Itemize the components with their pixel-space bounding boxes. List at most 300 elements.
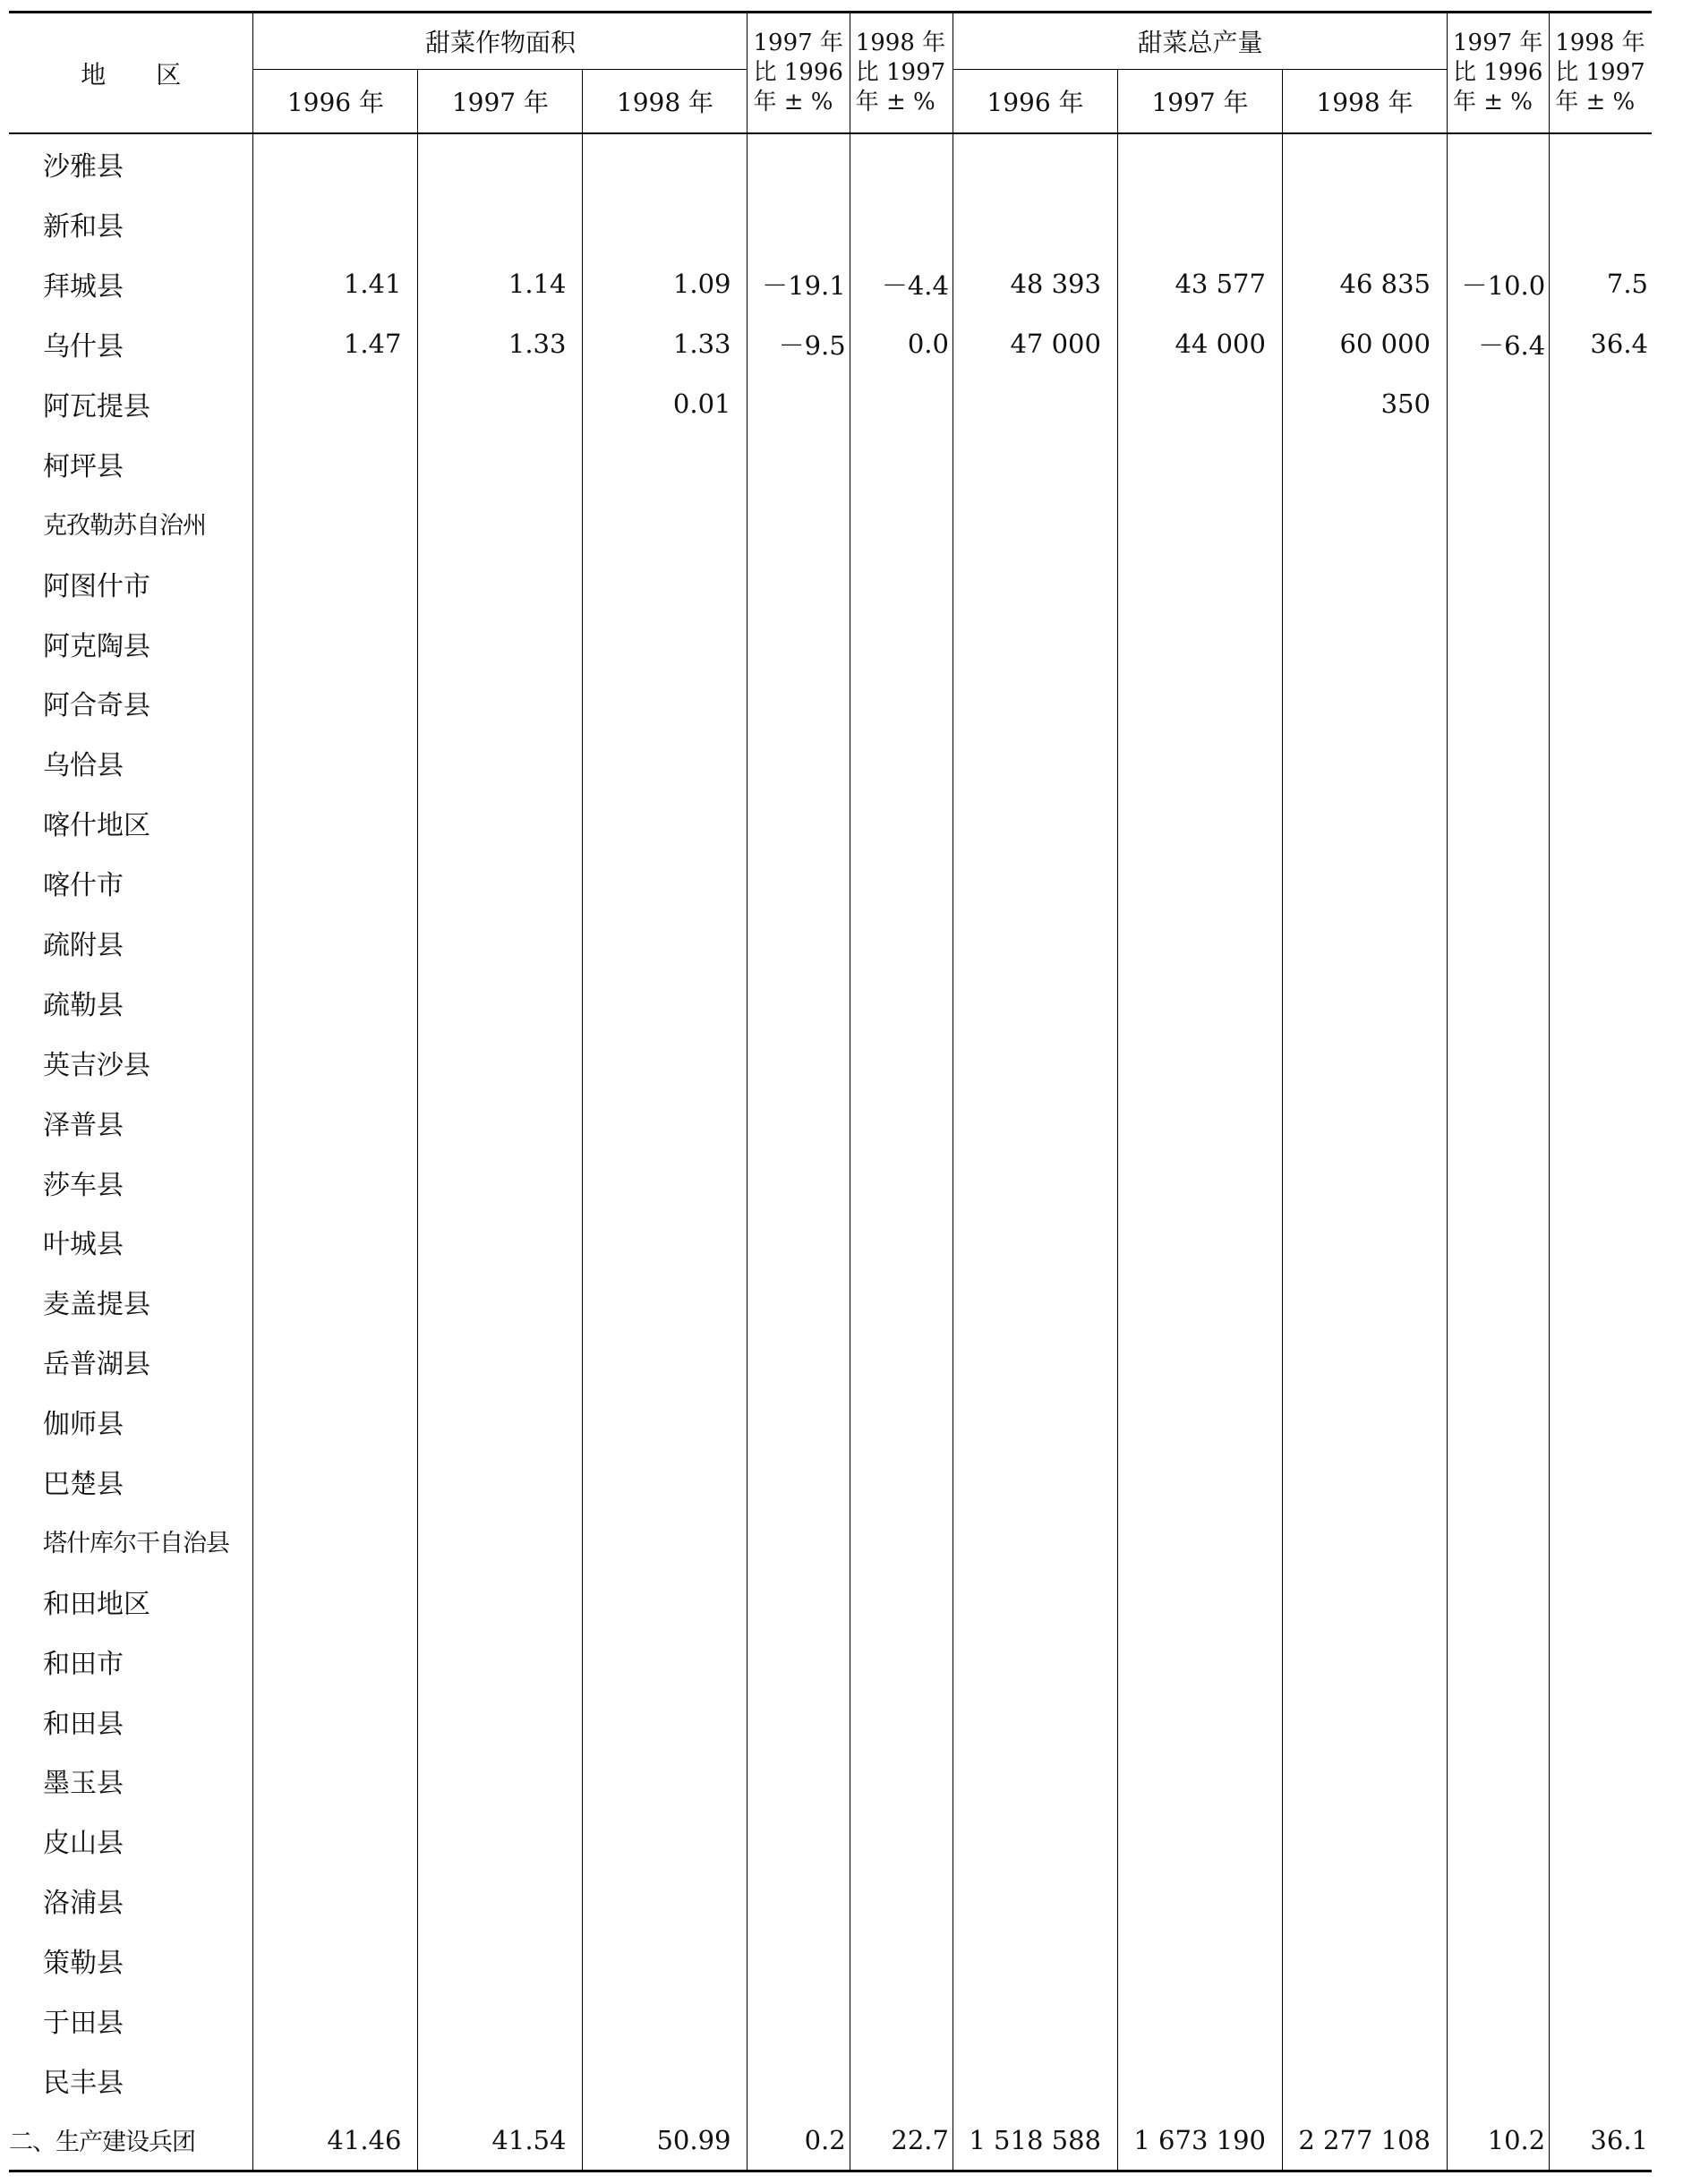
output-change-97-cell: [1447, 1811, 1549, 1871]
region-name-cell: 拜城县: [43, 271, 124, 303]
area-change-97-cell: [748, 1092, 850, 1152]
table-row: [9, 972, 1652, 1032]
table-row: [9, 1931, 1652, 1991]
output-1997-cell: [1117, 1272, 1282, 1332]
table-row: [9, 793, 1652, 853]
output-1996-cell: [953, 493, 1117, 553]
table-row: [9, 1152, 1652, 1212]
area-change-97-cell: 0.2: [748, 2110, 850, 2171]
area-1998-cell: [583, 1871, 748, 1931]
area-1998-cell: [583, 1032, 748, 1092]
output-change-97-cell: [1447, 1751, 1549, 1811]
region-name-cell: 莎车县: [43, 1169, 124, 1201]
area-change-98-cell: [850, 1991, 953, 2051]
area-change-98-cell: [850, 1152, 953, 1212]
output-1996-cell: [953, 972, 1117, 1032]
output-change-98-cell: [1550, 613, 1652, 673]
area-change-97-cell: [748, 2051, 850, 2111]
output-change-98-cell: [1550, 493, 1652, 553]
output-change-97-cell: [1447, 1871, 1549, 1931]
output-change-98-cell: [1550, 1092, 1652, 1152]
table-row: [9, 194, 1652, 254]
area-1996-cell: [253, 1392, 418, 1452]
output-1996-cell: [953, 673, 1117, 733]
area-change-98-cell: 0.0: [850, 314, 953, 374]
output-change-97-cell: [1447, 972, 1549, 1032]
table-row: [9, 1452, 1652, 1512]
area-1997-cell: [418, 673, 583, 733]
area-1996-cell: [253, 433, 418, 493]
area-1998-cell: [583, 194, 748, 254]
output-year-header: 1998 年: [1282, 70, 1447, 134]
area-1997-cell: [418, 1871, 583, 1931]
area-change-97-cell: [748, 913, 850, 973]
area-change-98-cell: [850, 1452, 953, 1512]
area-1997-cell: [418, 433, 583, 493]
output-1998-cell: [1282, 1092, 1447, 1152]
output-change-98-cell: [1550, 1871, 1652, 1931]
table-row: [9, 2110, 1652, 2171]
area-change-98-cell: [850, 1332, 953, 1392]
area-change-98-cell: [850, 1691, 953, 1751]
region-name-cell: 阿图什市: [43, 570, 150, 602]
output-1998-cell: [1282, 913, 1447, 973]
area-1998-cell: [583, 1991, 748, 2051]
output-1996-cell: [953, 1691, 1117, 1751]
output-1997-cell: [1117, 913, 1282, 973]
area-1997-cell: [418, 493, 583, 553]
table-row: [9, 1631, 1652, 1691]
area-change-97-cell: [748, 133, 850, 194]
output-change-98-cell: 7.5: [1550, 254, 1652, 314]
output-change-97-cell: [1447, 1691, 1549, 1751]
area-1996-cell: [253, 972, 418, 1032]
area-1996-cell: [253, 733, 418, 793]
region-name-cell: 伽师县: [43, 1409, 124, 1441]
output-change-98-cell: [1550, 913, 1652, 973]
output-change-97-cell: [1447, 433, 1549, 493]
output-1997-cell: [1117, 1092, 1282, 1152]
output-1996-cell: [953, 133, 1117, 194]
output-1998-cell: [1282, 1032, 1447, 1092]
table-row: [9, 314, 1652, 374]
output-change-97-cell: [1447, 613, 1549, 673]
output-change-98-cell: [1550, 1332, 1652, 1392]
area-1997-cell: [418, 1751, 583, 1811]
area-1996-cell: [253, 374, 418, 434]
area-1996-cell: [253, 1152, 418, 1212]
output-1998-cell: [1282, 853, 1447, 913]
output-1998-cell: [1282, 194, 1447, 254]
table-row: [9, 1511, 1652, 1571]
region-name-cell: 洛浦县: [43, 1888, 124, 1920]
area-1997-cell: [418, 613, 583, 673]
output-change-97-cell: 10.2: [1447, 2110, 1549, 2171]
output-change-98-cell: [1550, 1032, 1652, 1092]
output-1997-cell: [1117, 194, 1282, 254]
table-body: [9, 133, 1652, 2171]
area-1996-cell: [253, 793, 418, 853]
region-name-cell: 阿瓦提县: [43, 391, 150, 422]
region-name-cell: 疏附县: [43, 930, 124, 962]
table-row: [9, 1092, 1652, 1152]
area-1997-cell: [418, 2051, 583, 2111]
area-1998-cell: 1.33: [583, 314, 748, 374]
output-change-98-cell: [1550, 1511, 1652, 1571]
output-1996-cell: [953, 194, 1117, 254]
area-1996-cell: [253, 1691, 418, 1751]
area-change-98-cell: [850, 1871, 953, 1931]
output-change-98-cell: [1550, 194, 1652, 254]
area-1997-cell: 41.54: [418, 2110, 583, 2171]
table-row: [9, 673, 1652, 733]
region-name-cell: 麦盖提县: [43, 1289, 150, 1321]
table-row: [9, 1991, 1652, 2051]
area-change-98-cell: [850, 1272, 953, 1332]
header-line: 比 1996: [1452, 59, 1543, 86]
area-change-98-cell: [850, 1931, 953, 1991]
area-change-97-cell: [748, 1571, 850, 1631]
output-1996-cell: [953, 1332, 1117, 1392]
output-1998-cell: [1282, 493, 1447, 553]
area-change-98-cell: [850, 1811, 953, 1871]
output-change-98-cell: [1550, 553, 1652, 613]
output-1998-cell: [1282, 733, 1447, 793]
output-1997-cell: [1117, 1991, 1282, 2051]
output-1997-cell: [1117, 2051, 1282, 2111]
output-1997-cell: 44 000: [1117, 314, 1282, 374]
output-change-97-cell: [1447, 1212, 1549, 1272]
table-row: [9, 1751, 1652, 1811]
region-name-cell: 乌什县: [43, 331, 124, 363]
output-1996-cell: [953, 913, 1117, 973]
area-change-98-cell: [850, 913, 953, 973]
area-1998-cell: [583, 1811, 748, 1871]
area-1997-cell: [418, 1452, 583, 1512]
output-1997-cell: [1117, 1212, 1282, 1272]
area-1997-cell: [418, 1332, 583, 1392]
output-1996-cell: [953, 1032, 1117, 1092]
area-1998-cell: [583, 972, 748, 1032]
area-change-98-cell: [850, 1032, 953, 1092]
area-1996-cell: [253, 1631, 418, 1691]
area-change-98-cell: [850, 493, 953, 553]
region-name-cell: 策勒县: [43, 1948, 124, 1980]
table-row: [9, 133, 1652, 194]
area-change-98-cell: [850, 1212, 953, 1272]
area-1996-cell: 1.47: [253, 314, 418, 374]
area-change-97-cell: [748, 493, 850, 553]
output-change-97-cell: [1447, 1332, 1549, 1392]
table-row: [9, 1811, 1652, 1871]
output-change-98-cell: [1550, 1991, 1652, 2051]
region-name-cell: 喀什市: [43, 870, 124, 902]
area-1998-cell: [583, 1691, 748, 1751]
area-1997-cell: [418, 1152, 583, 1212]
area-1997-cell: [418, 1212, 583, 1272]
region-name-cell: 英吉沙县: [43, 1049, 150, 1081]
area-change-97-cell: [748, 374, 850, 434]
output-change-97-cell: [1447, 194, 1549, 254]
header-line: 年 ± %: [1555, 89, 1636, 115]
table-row: [9, 853, 1652, 913]
output-1998-cell: [1282, 1272, 1447, 1332]
region-name-cell: 叶城县: [43, 1229, 124, 1261]
table-row: [9, 1871, 1652, 1931]
area-1997-cell: [418, 1811, 583, 1871]
area-1997-cell: [418, 1392, 583, 1452]
header-line: 1997 年: [1452, 30, 1543, 56]
area-1996-cell: [253, 1871, 418, 1931]
area-1996-cell: [253, 913, 418, 973]
header-line: 年 ± %: [1452, 89, 1533, 115]
table-row: [9, 733, 1652, 793]
area-change-98-cell: [850, 793, 953, 853]
output-1997-cell: [1117, 1392, 1282, 1452]
output-change-98-cell: 36.4: [1550, 314, 1652, 374]
area-1997-cell: [418, 374, 583, 434]
output-1996-cell: [953, 793, 1117, 853]
output-1997-cell: [1117, 553, 1282, 613]
output-1998-cell: [1282, 1511, 1447, 1571]
output-1996-cell: [953, 1272, 1117, 1332]
area-1998-cell: [583, 1392, 748, 1452]
area-1996-cell: 41.46: [253, 2110, 418, 2171]
output-1998-cell: [1282, 1452, 1447, 1512]
area-1997-cell: [418, 1931, 583, 1991]
area-change-97-cell: －19.1: [748, 254, 850, 314]
area-change-98-cell: [850, 433, 953, 493]
area-change-98-cell: [850, 733, 953, 793]
area-change-97-cell: [748, 1032, 850, 1092]
output-change-98-cell: [1550, 1152, 1652, 1212]
table-row: [9, 913, 1652, 973]
output-change-98-cell: [1550, 1691, 1652, 1751]
area-change-97-cell: [748, 1691, 850, 1751]
output-1997-cell: [1117, 493, 1282, 553]
region-name-cell: 新和县: [43, 211, 124, 243]
area-change-98-cell: [850, 972, 953, 1032]
area-change-97-cell: [748, 793, 850, 853]
area-1996-cell: [253, 1212, 418, 1272]
output-1998-cell: 60 000: [1282, 314, 1447, 374]
area-1997-cell: 1.33: [418, 314, 583, 374]
header-line: 1998 年: [1555, 30, 1645, 56]
area-1998-cell: [583, 853, 748, 913]
output-1996-cell: [953, 1631, 1117, 1691]
region-name-cell: 沙雅县: [43, 151, 124, 183]
output-1998-cell: [1282, 613, 1447, 673]
header-line: 比 1997: [855, 59, 946, 86]
region-name-cell: 阿克陶县: [43, 630, 150, 662]
output-1997-cell: [1117, 1511, 1282, 1571]
output-change-98-cell: [1550, 1811, 1652, 1871]
header-line: 1997 年: [753, 30, 843, 56]
output-1998-cell: [1282, 1811, 1447, 1871]
output-change-97-cell: [1447, 374, 1549, 434]
area-1997-cell: [418, 1511, 583, 1571]
area-1996-cell: [253, 1991, 418, 2051]
output-change-97-cell: －6.4: [1447, 314, 1549, 374]
area-change-97-cell: [748, 1631, 850, 1691]
area-1996-cell: [253, 2051, 418, 2111]
output-1998-cell: [1282, 673, 1447, 733]
output-1997-cell: [1117, 1691, 1282, 1751]
area-change-98-cell: [850, 853, 953, 913]
output-1997-cell: [1117, 972, 1282, 1032]
output-1996-cell: [953, 1511, 1117, 1571]
output-1998-cell: 2 277 108: [1282, 2110, 1447, 2171]
output-change-98-header: [1550, 13, 1652, 134]
area-1998-cell: [583, 1511, 748, 1571]
area-1997-cell: [418, 133, 583, 194]
area-change-98-cell: [850, 1392, 953, 1452]
output-1997-cell: 43 577: [1117, 254, 1282, 314]
output-1997-cell: [1117, 853, 1282, 913]
output-change-97-cell: [1447, 1392, 1549, 1452]
output-change-98-cell: [1550, 1272, 1652, 1332]
area-change-98-cell: [850, 194, 953, 254]
area-change-97-cell: [748, 1751, 850, 1811]
output-1997-cell: [1117, 133, 1282, 194]
output-change-98-cell: [1550, 1571, 1652, 1631]
area-year-header: 1998 年: [583, 70, 748, 134]
area-1997-cell: [418, 553, 583, 613]
area-1998-cell: [583, 913, 748, 973]
output-1998-cell: [1282, 1571, 1447, 1631]
output-change-97-cell: [1447, 1032, 1549, 1092]
table-row: [9, 254, 1652, 314]
area-1996-cell: [253, 673, 418, 733]
area-1997-cell: [418, 1571, 583, 1631]
table-row: [9, 1272, 1652, 1332]
header-line: 年 ± %: [855, 89, 935, 115]
output-change-98-cell: [1550, 793, 1652, 853]
output-change-97-cell: [1447, 793, 1549, 853]
output-1998-cell: [1282, 1691, 1447, 1751]
output-change-98-cell: [1550, 1751, 1652, 1811]
area-1997-cell: 1.14: [418, 254, 583, 314]
table-row: [9, 1212, 1652, 1272]
area-change-97-cell: [748, 553, 850, 613]
output-1998-cell: [1282, 1931, 1447, 1991]
region-header: 地 区: [9, 13, 253, 134]
output-1996-cell: 1 518 588: [953, 2110, 1117, 2171]
output-change-98-cell: [1550, 374, 1652, 434]
region-name-cell: 疏勒县: [43, 989, 124, 1021]
output-change-97-cell: [1447, 1571, 1549, 1631]
region-name-cell: 二、生产建设兵团: [9, 2110, 253, 2171]
output-1998-cell: [1282, 1991, 1447, 2051]
output-change-97-cell: [1447, 553, 1549, 613]
region-name-cell: 柯坪县: [43, 450, 124, 482]
output-1996-cell: [953, 1212, 1117, 1272]
output-change-97-cell: [1447, 2051, 1549, 2111]
area-1996-cell: [253, 1751, 418, 1811]
header-line: 1998 年: [855, 30, 946, 56]
area-1997-cell: [418, 1272, 583, 1332]
area-1996-cell: [253, 553, 418, 613]
area-change-97-cell: [748, 1452, 850, 1512]
output-1997-cell: [1117, 733, 1282, 793]
area-1997-cell: [418, 972, 583, 1032]
output-change-97-cell: [1447, 1452, 1549, 1512]
area-year-header: 1997 年: [418, 70, 583, 134]
area-change-97-cell: [748, 1511, 850, 1571]
output-1998-cell: [1282, 1751, 1447, 1811]
table-row: [9, 2051, 1652, 2111]
output-1998-cell: [1282, 433, 1447, 493]
table-row: [9, 374, 1652, 434]
area-change-97-cell: [748, 1332, 850, 1392]
output-1997-cell: [1117, 1571, 1282, 1631]
area-1996-cell: [253, 1272, 418, 1332]
area-change-97-cell: [748, 1272, 850, 1332]
area-change-98-cell: [850, 374, 953, 434]
output-1996-cell: [953, 1392, 1117, 1452]
header-line: 比 1997: [1555, 59, 1645, 86]
area-1997-cell: [418, 1691, 583, 1751]
area-1997-cell: [418, 793, 583, 853]
area-1997-cell: [418, 194, 583, 254]
output-year-header: 1997 年: [1117, 70, 1282, 134]
output-change-97-cell: [1447, 1991, 1549, 2051]
area-1997-cell: [418, 1092, 583, 1152]
output-1996-cell: [953, 853, 1117, 913]
table-row: [9, 493, 1652, 553]
area-change-98-cell: [850, 1511, 953, 1571]
output-change-98-cell: [1550, 853, 1652, 913]
output-1996-cell: [953, 1452, 1117, 1512]
area-1998-cell: [583, 673, 748, 733]
output-1997-cell: 1 673 190: [1117, 2110, 1282, 2171]
output-change-98-cell: 36.1: [1550, 2110, 1652, 2171]
table-row: [9, 553, 1652, 613]
area-change-97-cell: [748, 1212, 850, 1272]
header-line: 年 ± %: [753, 89, 833, 115]
area-1997-cell: [418, 1991, 583, 2051]
area-1997-cell: [418, 733, 583, 793]
output-1997-cell: [1117, 1032, 1282, 1092]
output-1996-cell: [953, 1092, 1117, 1152]
output-change-98-cell: [1550, 1452, 1652, 1512]
output-1997-cell: [1117, 1631, 1282, 1691]
area-change-97-cell: [748, 1871, 850, 1931]
region-name-cell: 墨玉县: [43, 1768, 124, 1800]
output-1997-cell: [1117, 673, 1282, 733]
output-group-header: 甜菜总产量: [953, 13, 1447, 70]
output-change-97-cell: [1447, 1152, 1549, 1212]
area-change-97-cell: [748, 194, 850, 254]
area-1998-cell: [583, 793, 748, 853]
area-change-97-cell: [748, 673, 850, 733]
area-change-98-cell: [850, 1092, 953, 1152]
area-1998-cell: [583, 1152, 748, 1212]
output-change-97-cell: [1447, 1272, 1549, 1332]
region-name-cell: 塔什库尔干自治县: [43, 1530, 229, 1558]
output-change-98-cell: [1550, 1931, 1652, 1991]
area-year-header: 1996 年: [253, 70, 418, 134]
area-1998-cell: [583, 1272, 748, 1332]
output-1998-cell: [1282, 1212, 1447, 1272]
area-1997-cell: [418, 913, 583, 973]
area-1996-cell: [253, 1571, 418, 1631]
output-1996-cell: [953, 733, 1117, 793]
table-row: [9, 1392, 1652, 1452]
output-1996-cell: [953, 374, 1117, 434]
output-1996-cell: [953, 1991, 1117, 2051]
output-1997-cell: [1117, 1751, 1282, 1811]
